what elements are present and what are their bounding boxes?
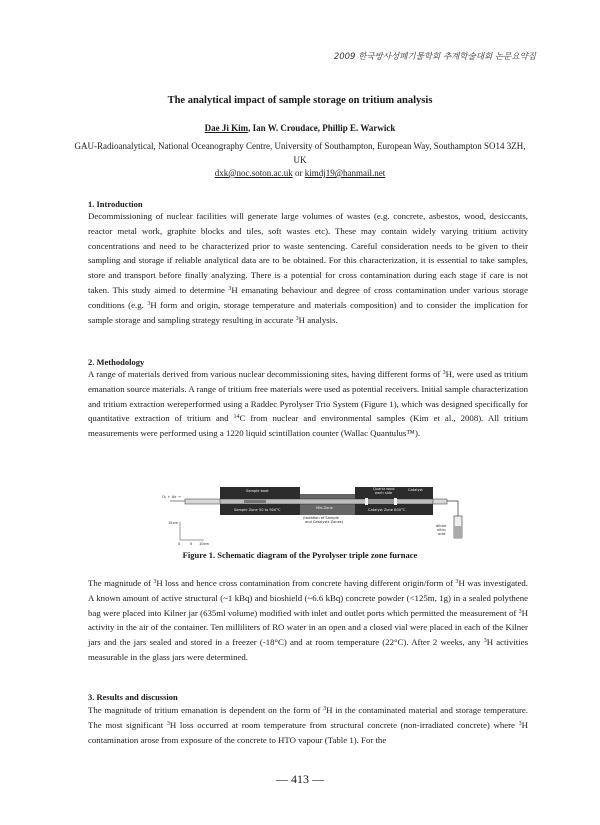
label-sample-zone: Sample Zone 50 to 900°C xyxy=(234,508,281,512)
quartz-wool-right xyxy=(394,498,397,505)
label-quartz-wool: Quartz wool xyxy=(373,487,395,491)
running-header: 2009 한국방사성폐기물학회 추계학술대회 논문요약집 xyxy=(333,52,536,62)
label-dilute: dilute xyxy=(436,524,447,528)
methodology-heading: 2. Methodology xyxy=(88,357,145,367)
first-author: Dae Ji Kim xyxy=(204,123,249,133)
quartz-wool-left xyxy=(365,498,368,505)
page-number: — 413 — xyxy=(276,772,324,786)
label-scale-10: 10cm xyxy=(199,542,210,546)
introduction-heading: 1. Introduction xyxy=(88,199,143,209)
paper-title: The analytical impact of sample storage on tritium analysis xyxy=(167,95,433,106)
label-each-side: each side xyxy=(375,491,393,495)
outlet-line xyxy=(447,501,458,516)
introduction-paragraph: Decommissioning of nuclear facilities will generate large volumes of wastes (e.g. concrete, asbestos, wood, desiccants, reactor metal work, graphite blocks and tiles, soft wastes etc). These may contain widely varying tritium activity concentrations and need to be characterized prior to waste sentencing. Careful consideration needs to be given to their sampling and storage if reliable analytical data are to be obtained. For this characterization, it is essential to take samples, store and transport before finally analyzing. There is a potential for cross contamination during each stage if care is not taken. This study aimed to determine $^3$H emanating behaviour and degree of cross contamination under various storage conditions (e.g. $^3$H form and origin, storage temperature and materials composition) and to consider the implication for sample storage and sampling strategy resulting in accurate $^3$H analysis. xyxy=(88,211,528,325)
email-separator: or xyxy=(292,168,305,178)
label-acid: acid xyxy=(438,532,446,536)
sample-boat xyxy=(244,500,266,503)
label-gas-inlet: O₂ + Air → xyxy=(162,495,181,499)
author-list xyxy=(0,123,600,133)
label-nitric: nitric xyxy=(437,528,447,532)
label-isolation: (Isolation of Sample xyxy=(303,516,339,520)
results-paragraph: The magnitude of tritium emanation is dependent on the form of $^3$H in the contaminated material and storage temperature. The most significant $^3$H loss occurred at room temperature from structural concrete (non-irradiated concrete) where $^3$H contamination arose from exposure of the concrete to HTO vapour (Table 1). For the xyxy=(88,705,529,745)
label-catalyst-zone: Catalyst Zone 800°C xyxy=(368,508,406,512)
methodology-paragraph: A range of materials derived from various nuclear decommissioning sites, having different forms of $^3$H, were used as tritium emanation source materials. A range of tritium free materials were used as potential receivers. Initial sample characterization and tritium extraction wereperformed using a Raddec Pyrolyser Trio System (Figure 1), which was designed specifically for quantitative extraction of tritium and $^{14}$C from nuclear and environmental samples (Kim et al., 2008). All tritium measurements were performed using a 1220 liquid scintillation counter (Wallac Quantulus™). xyxy=(88,369,529,439)
affiliation: GAU-Radioanalytical, National Oceanography Centre, University of Southampton, European Way, Southampton SO14 3ZH, UK xyxy=(74,141,526,165)
label-mid-zone: Mid-Zone xyxy=(316,506,333,510)
label-scale-height: 15cm xyxy=(168,521,179,525)
catalyst-bed xyxy=(368,499,394,504)
email-line xyxy=(0,168,600,178)
email-link-1[interactable]: dxk@noc.soton.ac.uk xyxy=(214,168,293,178)
label-catalyst: Catalyst xyxy=(408,488,423,492)
label-sample-boat: Sample boat xyxy=(246,489,269,493)
label-scale-0: 0 xyxy=(178,542,181,546)
methodology-paragraph-2: The magnitude of $^3$H loss and hence cross contamination from concrete having different origin/form of $^3$H was investigated. A known amount of active structural (~1 kBq) and bioshield (~6.6 kBq) concrete powder (<125m, 1g) in a sealed polythene bag were placed into Kilner jar (635ml volume) modified with inlet and outlet ports which permitted the measurement of $^3$H activity in the air of the container. Ten milliliters of RO water in an open and a closed vial were placed in each of the Kilner jars and the jars sealed and stored in a freezer (-18°C) and at room temperature (22°C). After 2 weeks, any $^3$H activities measurable in the glass jars were determined. xyxy=(88,578,529,662)
mid-zone-block xyxy=(300,494,355,515)
label-isolation-2: and Catalysts Zones) xyxy=(305,520,344,524)
label-scale-5: 5 xyxy=(190,542,193,546)
coauthors: , Ian W. Croudace, Phillip E. Warwick xyxy=(248,123,396,133)
pyrolyser-furnace-diagram xyxy=(160,478,470,546)
figure-caption: Figure 1. Schematic diagram of the Pyrolyser triple zone furnace xyxy=(182,550,418,560)
results-heading: 3. Results and discussion xyxy=(88,692,178,702)
email-link-2[interactable]: kimdj19@hanmail.net xyxy=(304,168,386,178)
